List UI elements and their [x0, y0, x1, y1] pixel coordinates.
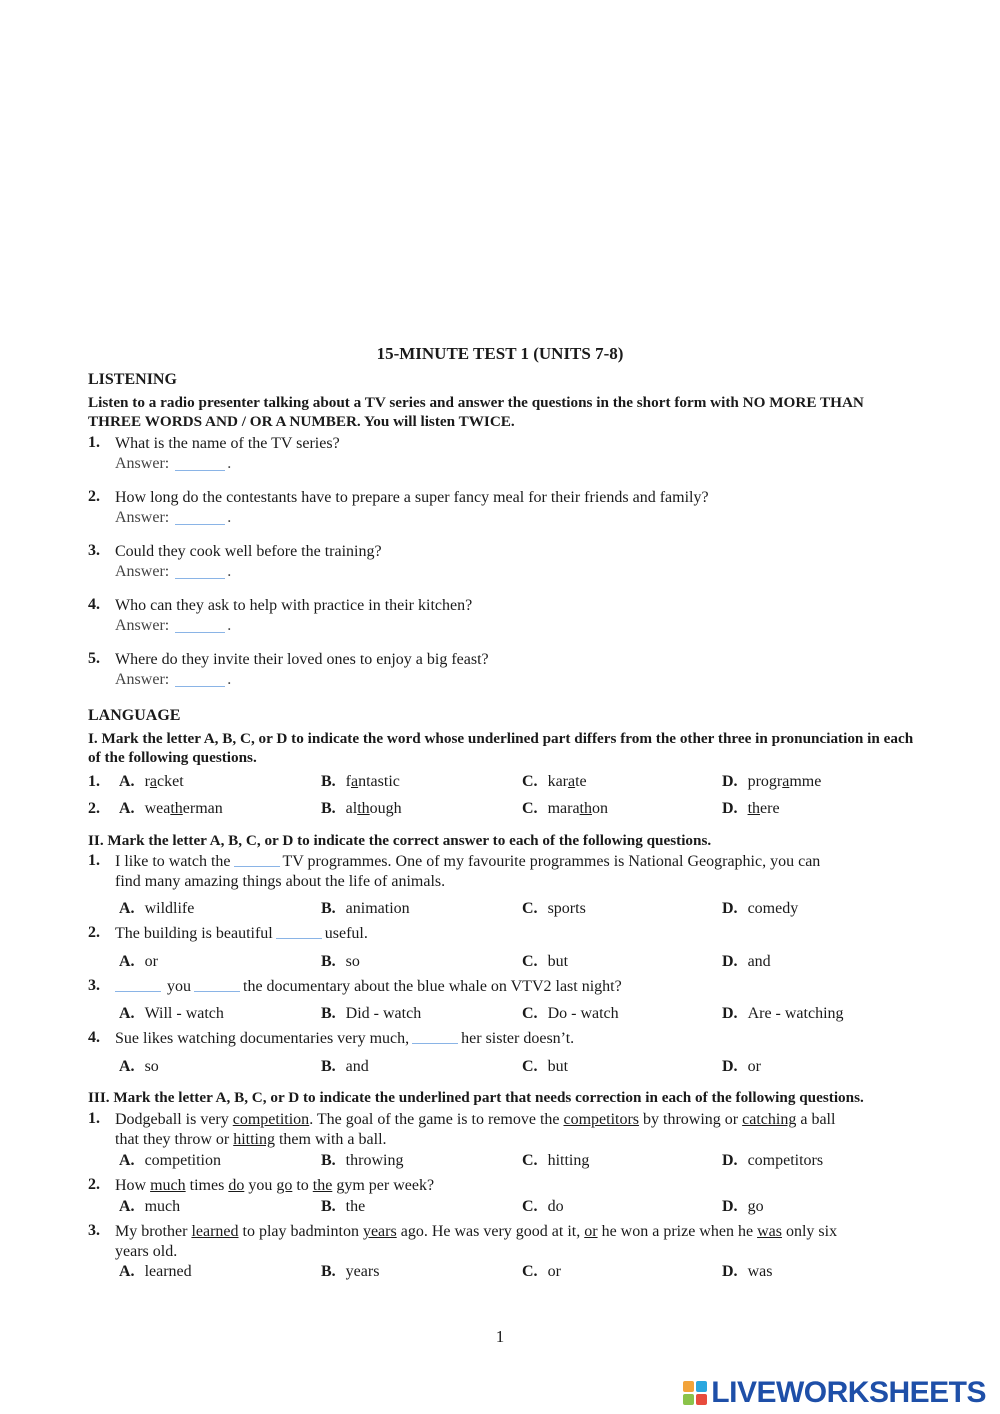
option-c[interactable]: C. hitting	[522, 1152, 590, 1169]
sentence-text: only six	[781, 1223, 838, 1240]
answer-input-3[interactable]	[175, 562, 225, 579]
option-a[interactable]: A. much	[119, 1198, 181, 1215]
liveworksheets-logo	[683, 1376, 986, 1410]
question-number: 1.	[88, 773, 100, 790]
underlined-part: hitting	[233, 1130, 275, 1148]
answer-period: .	[227, 563, 232, 580]
option-a[interactable]: A. so	[119, 1058, 159, 1075]
answer-label: Answer:	[115, 563, 170, 580]
question-number: 4.	[88, 1029, 100, 1046]
answer-input-1[interactable]	[175, 454, 225, 471]
underlined-part: much	[150, 1177, 186, 1194]
gap-input[interactable]	[115, 977, 161, 992]
answer-label: Answer:	[115, 617, 170, 634]
sentence-text: he won a prize when he	[597, 1223, 758, 1240]
underlined-part: go	[276, 1177, 293, 1194]
underlined-part: do	[228, 1177, 245, 1194]
question-number: 1.	[88, 1110, 100, 1127]
underlined-part: catching	[742, 1111, 797, 1128]
underlined-part: or	[584, 1223, 598, 1240]
option-b[interactable]: B. the	[321, 1198, 366, 1215]
option-c[interactable]: C. but	[522, 953, 569, 970]
logo-mark-icon	[683, 1381, 707, 1405]
gap-input[interactable]	[234, 852, 280, 867]
listening-heading: LISTENING	[88, 371, 177, 388]
sentence-text: . The goal of the game is to remove the	[309, 1111, 564, 1128]
part2-question-2: The building is beautiful useful.	[115, 925, 368, 942]
option-c[interactable]: C. do	[522, 1198, 564, 1215]
page-number: 1	[495, 1327, 505, 1346]
option-b[interactable]: B. fantastic	[321, 773, 400, 790]
option-d[interactable]: D. or	[722, 1058, 761, 1075]
answer-input-5[interactable]	[175, 670, 225, 687]
underlined-part: competitors	[563, 1111, 640, 1128]
gap-input[interactable]	[276, 924, 322, 939]
option-a[interactable]: A. weatherman	[119, 800, 223, 817]
question-number: 3.	[88, 542, 100, 559]
sentence-text: to	[292, 1177, 313, 1194]
answer-period: .	[227, 617, 232, 634]
option-b[interactable]: B. animation	[321, 900, 410, 917]
answer-period: .	[227, 455, 232, 472]
listening-question-3: Could they cook well before the training?	[115, 543, 382, 560]
option-d[interactable]: D. and	[722, 953, 771, 970]
answer-line-2	[115, 508, 231, 527]
question-number: 3.	[88, 1222, 100, 1239]
gap-input[interactable]	[194, 977, 240, 992]
logo-square	[683, 1394, 694, 1405]
test-title: 15-MINUTE TEST 1 (UNITS 7-8)	[376, 344, 624, 363]
option-d[interactable]: D. was	[722, 1263, 773, 1280]
answer-label: Answer:	[115, 509, 170, 526]
part2-question-3: you the documentary about the blue whale on VTV2 last night?	[115, 977, 905, 997]
sentence-text: years old.	[115, 1242, 178, 1260]
sentence-text: by throwing or	[639, 1111, 743, 1128]
answer-input-4[interactable]	[175, 616, 225, 633]
logo-text: LIVEWORKSHEETS	[711, 1376, 986, 1409]
underlined-part: competition	[232, 1111, 310, 1128]
logo-square	[696, 1381, 707, 1392]
answer-period: .	[227, 509, 232, 526]
option-b[interactable]: B. years	[321, 1263, 380, 1280]
question-number: 3.	[88, 977, 100, 994]
listening-question-2: How long do the contestants have to prepare a super fancy meal for their friends and family?	[115, 489, 709, 506]
option-c[interactable]: C. marathon	[522, 800, 608, 817]
option-d[interactable]: D. Are - watching	[722, 1005, 844, 1022]
question-number: 1.	[88, 852, 100, 869]
answer-line-1	[115, 454, 231, 473]
question-number: 2.	[88, 488, 100, 505]
option-a[interactable]: A. learned	[119, 1263, 192, 1280]
option-b[interactable]: B. so	[321, 953, 360, 970]
answer-line-3	[115, 562, 231, 581]
option-d[interactable]: D. programme	[722, 773, 822, 790]
option-b[interactable]: B. although	[321, 800, 402, 817]
option-a[interactable]: A. racket	[119, 773, 184, 790]
sentence-text: to play badminton	[238, 1223, 363, 1240]
part1-instruction: I. Mark the letter A, B, C, or D to indicate the word whose underlined part differs from the other three in pronunciation in each of the following questions.	[88, 730, 914, 766]
sentence-text: a ball	[796, 1111, 836, 1128]
sentence-text: How	[115, 1177, 151, 1194]
part3-question-1	[115, 1110, 905, 1149]
sentence-text: that they throw or	[115, 1130, 234, 1148]
part2-question-1: I like to watch the TV programmes. One of my favourite programmes is National Geographic, you can find many amazing things about the life of animals.	[115, 853, 821, 890]
logo-square	[683, 1381, 694, 1392]
option-a[interactable]: A. Will - watch	[119, 1005, 224, 1022]
question-number: 4.	[88, 596, 100, 613]
answer-line-4	[115, 616, 231, 635]
sentence-text: you	[244, 1177, 277, 1194]
question-number: 2.	[88, 924, 100, 941]
option-b[interactable]: B. Did - watch	[321, 1005, 422, 1022]
option-b[interactable]: B. and	[321, 1058, 369, 1075]
logo-square	[696, 1394, 707, 1405]
underlined-part: learned	[191, 1223, 239, 1240]
question-number: 2.	[88, 800, 100, 817]
sentence-text: My brother	[115, 1223, 192, 1240]
part3-question-2	[115, 1176, 905, 1196]
option-d[interactable]: D. there	[722, 800, 780, 817]
answer-input-2[interactable]	[175, 508, 225, 525]
gap-input[interactable]	[412, 1029, 458, 1044]
option-c[interactable]: C. sports	[522, 900, 586, 917]
option-a[interactable]: A. or	[119, 953, 158, 970]
answer-label: Answer:	[115, 671, 170, 688]
listening-instruction: Listen to a radio presenter talking about a TV series and answer the questions in the short form with NO MORE THAN THREE WORDS AND / OR A NUMBER. You will listen TWICE.	[88, 394, 864, 430]
language-heading: LANGUAGE	[88, 707, 181, 724]
option-d[interactable]: D. go	[722, 1198, 764, 1215]
option-d[interactable]: D. competitors	[722, 1152, 824, 1169]
underlined-part: years	[362, 1223, 397, 1240]
listening-question-5: Where do they invite their loved ones to enjoy a big feast?	[115, 651, 489, 668]
option-b[interactable]: B. throwing	[321, 1152, 404, 1169]
option-d[interactable]: D. comedy	[722, 900, 799, 917]
answer-label: Answer:	[115, 455, 170, 472]
sentence-text: them with a ball.	[274, 1130, 387, 1148]
answer-period: .	[227, 671, 232, 688]
sentence-text: ago. He was very good at it,	[396, 1223, 585, 1240]
part2-instruction: II. Mark the letter A, B, C, or D to indicate the correct answer to each of the following questions.	[88, 832, 712, 849]
underlined-part: was	[757, 1223, 782, 1240]
option-a[interactable]: A. wildlife	[119, 900, 195, 917]
answer-line-5	[115, 670, 231, 689]
option-c[interactable]: C. but	[522, 1058, 569, 1075]
option-c[interactable]: C. or	[522, 1263, 561, 1280]
part3-question-3	[115, 1222, 905, 1261]
question-number: 1.	[88, 434, 100, 451]
option-a[interactable]: A. competition	[119, 1152, 221, 1169]
listening-question-4: Who can they ask to help with practice in their kitchen?	[115, 597, 473, 614]
question-number: 2.	[88, 1176, 100, 1193]
option-c[interactable]: C. karate	[522, 773, 587, 790]
part3-instruction: III. Mark the letter A, B, C, or D to indicate the underlined part that needs correction in each of the following questions.	[88, 1089, 864, 1106]
sentence-text: Dodgeball is very	[115, 1111, 233, 1128]
part2-question-4: Sue likes watching documentaries very much, her sister doesn’t.	[115, 1030, 575, 1047]
option-c[interactable]: C. Do - watch	[522, 1005, 619, 1022]
underlined-part: the	[312, 1177, 333, 1194]
sentence-text: gym per week?	[332, 1177, 435, 1194]
question-number: 5.	[88, 650, 100, 667]
listening-question-1: What is the name of the TV series?	[115, 435, 340, 452]
sentence-text: times	[185, 1177, 229, 1194]
